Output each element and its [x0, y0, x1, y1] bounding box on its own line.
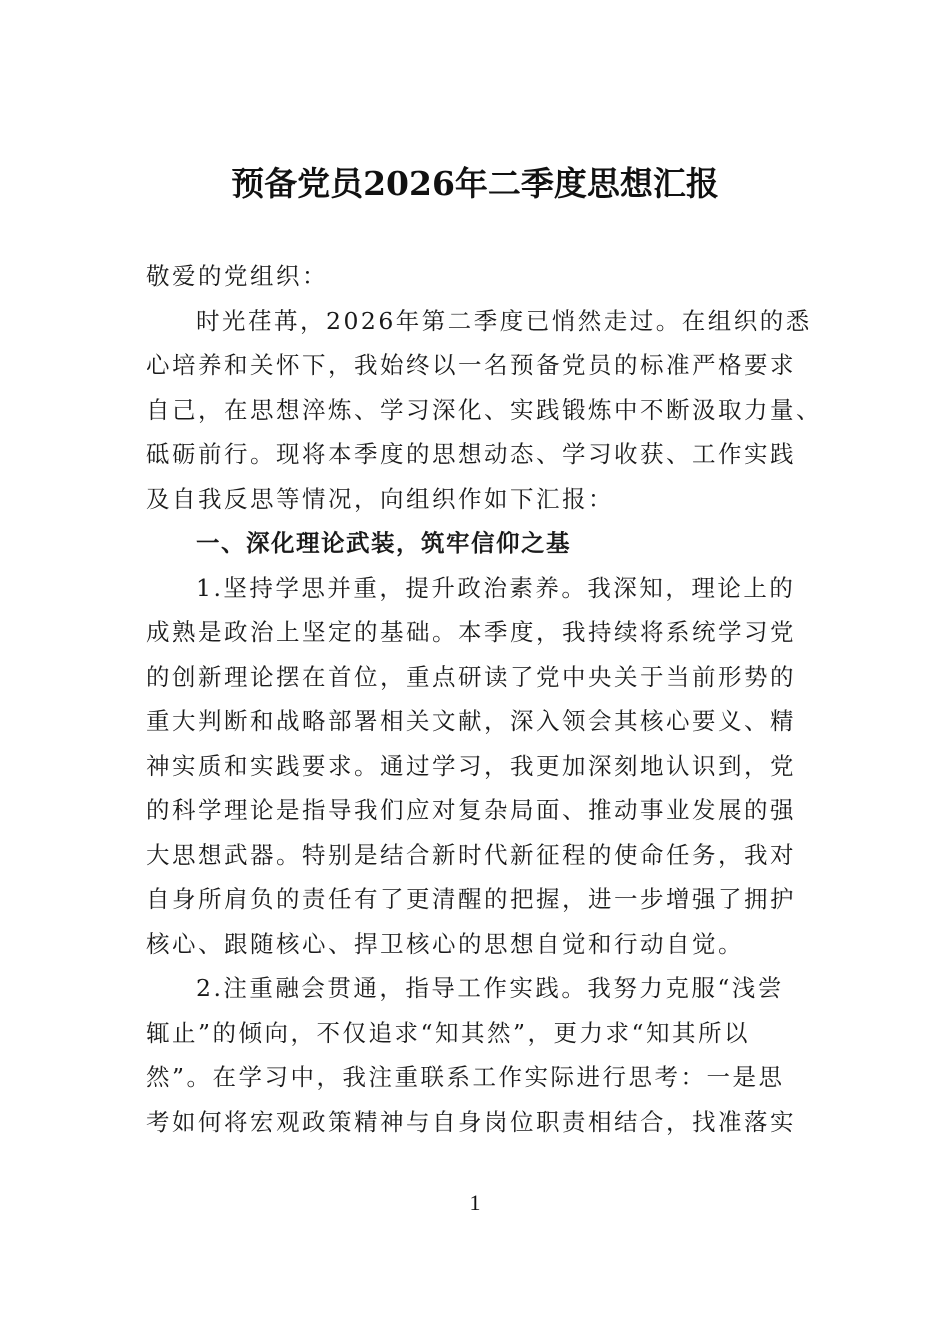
- page-number: 1: [469, 1190, 481, 1215]
- document-title: 预备党员2026年二季度思想汇报: [231, 164, 719, 203]
- section-heading: 一、深化理论武装，筑牢信仰之基: [196, 529, 571, 557]
- paragraph-line: 重大判断和战略部署相关文献，深入领会其核心要义、精: [146, 707, 796, 735]
- paragraph-line: 砥砺前行。现将本季度的思想动态、学习收获、工作实践: [146, 440, 796, 468]
- document-body: [146, 254, 822, 1144]
- paragraph-line: 核心、跟随核心、捍卫核心的思想自觉和行动自觉。: [146, 929, 744, 958]
- paragraph-line: 2.注重融会贯通，指导工作实践。我努力克服“浅尝: [196, 974, 784, 1002]
- paragraph-line: 的科学理论是指导我们应对复杂局面、推动事业发展的强: [146, 796, 796, 824]
- salutation: 敬爱的党组织：: [146, 262, 328, 290]
- paragraph-line: 时光荏苒，2026年第二季度已悄然走过。在组织的悉: [196, 306, 812, 335]
- paragraph-line: 考如何将宏观政策精神与自身岗位职责相结合，找准落实: [146, 1107, 796, 1136]
- paragraph-line: 辄止”的倾向，不仅追求“知其然”，更力求“知其所以: [146, 1018, 751, 1047]
- paragraph-line: 心培养和关怀下，我始终以一名预备党员的标准严格要求: [146, 351, 796, 379]
- paragraph-line: 神实质和实践要求。通过学习，我更加深刻地认识到，党: [146, 751, 796, 780]
- paragraph-line: 的创新理论摆在首位，重点研读了党中央关于当前形势的: [146, 662, 796, 691]
- paragraph-line: 1.坚持学思并重，提升政治素养。我深知，理论上的: [196, 573, 796, 602]
- paragraph-line: 自己，在思想淬炼、学习深化、实践锻炼中不断汲取力量、: [146, 395, 822, 424]
- paragraph-line: 成熟是政治上坚定的基础。本季度，我持续将系统学习党: [146, 618, 796, 646]
- paragraph-line: 及自我反思等情况，向组织作如下汇报：: [146, 484, 614, 513]
- paragraph-line: 然”。在学习中，我注重联系工作实际进行思考：一是思: [146, 1063, 785, 1091]
- paragraph-line: 大思想武器。特别是结合新时代新征程的使命任务，我对: [146, 840, 796, 869]
- paragraph-line: 自身所肩负的责任有了更清醒的把握，进一步增强了拥护: [146, 885, 796, 913]
